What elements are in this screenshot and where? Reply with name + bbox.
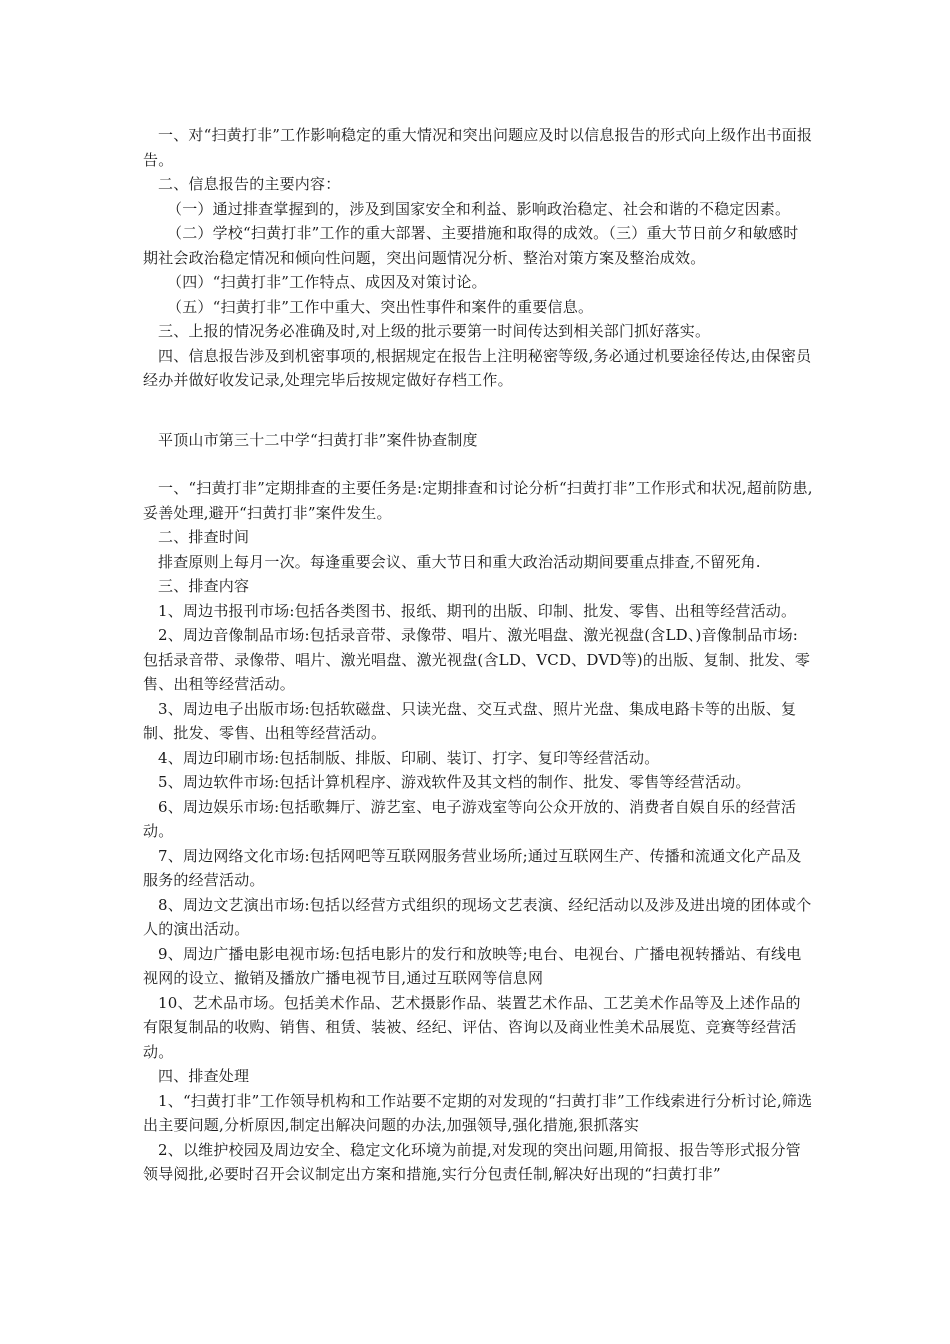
paragraph: 10、艺术品市场。包括美术作品、艺术摄影作品、装置艺术作品、工艺美术作品等及上述作品的有限复制品的收购、销售、租赁、装被、经纪、评估、咨询以及商业性美术品展览、竞赛等经营活动。 xyxy=(143,993,801,1061)
paragraph: 1、周边书报刊市场:包括各类图书、报纸、期刊的出版、印制、批发、零售、出租等经营活动。 xyxy=(158,601,797,620)
paragraph: 一、对“扫黄打非”工作影响稳定的重大情况和突出问题应及时以信息报告的形式向上级作出书面报告。 xyxy=(143,126,813,169)
paragraph: 3、周边电子出版市场:包括软磁盘、只读光盘、交互式盘、照片光盘、集成电路卡等的出版、复制、批发、零售、出租等经营活动。 xyxy=(143,699,797,742)
paragraph: 排查原则上每月一次。每逢重要会议、重大节日和重大政治活动期间要重点排查,不留死角. xyxy=(158,552,761,571)
paragraph: （一）通过排查掌握到的，涉及到国家安全和利益、影响政治稳定、社会和谐的不稳定因素。 xyxy=(167,199,791,218)
paragraph: 四、排查处理 xyxy=(158,1067,250,1085)
paragraph: 4、周边印刷市场:包括制版、排版、印刷、装订、打字、复印等经营活动。 xyxy=(158,748,660,767)
paragraph: 7、周边网络文化市场:包括网吧等互联网服务营业场所;通过互联网生产、传播和流通文化产品及服务的经营活动。 xyxy=(143,846,802,889)
paragraph: 2、以维护校园及周边安全、稳定文化环境为前提,对发现的突出问题,用简报、报告等形式报分管领导阅批,必要时召开会议制定出方案和措施,实行分包责任制,解决好出现的“扫黄打非” xyxy=(143,1140,801,1183)
paragraph: 1、“扫黄打非”工作领导机构和工作站要不定期的对发现的“扫黄打非”工作线索进行分析讨论,筛选出主要问题,分析原因,制定出解决问题的办法,加强领导,强化措施,狠抓落实 xyxy=(143,1091,813,1134)
paragraph: 9、周边广播电影电视市场:包括电影片的发行和放映等;电台、电视台、广播电视转播站、有线电视网的设立、撤销及播放广播电视节目,通过互联网等信息网 xyxy=(143,944,802,987)
paragraph: 三、排查内容 xyxy=(158,577,250,595)
paragraph: 2、周边音像制品市场:包括录音带、录像带、唱片、激光唱盘、激光视盘(含LD、)音像制品市场:包括录音带、录像带、唱片、激光唱盘、激光视盘(含LD、VCD、DVD等)的出版、复制、批发、零售、出租等经营活动。 xyxy=(143,626,811,693)
section-title: 平顶山市第三十二中学“扫黄打非”案件协查制度 xyxy=(158,431,478,449)
info-report-section xyxy=(143,123,813,393)
inspection-section xyxy=(143,476,813,1187)
paragraph: 二、信息报告的主要内容： xyxy=(158,175,341,193)
paragraph: 四、信息报告涉及到机密事项的,根据规定在报告上注明秘密等级,务必通过机要途径传达,由保密员经办并做好收发记录,处理完毕后按规定做好存档工作。 xyxy=(143,346,812,389)
paragraph: 8、周边文艺演出市场:包括以经营方式组织的现场文艺表演、经纪活动以及涉及进出境的团体或个人的演出活动。 xyxy=(143,895,812,938)
section-title-block xyxy=(143,428,813,453)
paragraph: 6、周边娱乐市场:包括歌舞厅、游艺室、电子游戏室等向公众开放的、消费者自娱自乐的经营活动。 xyxy=(143,797,797,840)
paragraph: 二、排查时间 xyxy=(158,528,250,546)
paragraph: （四）“扫黄打非”工作特点、成因及对策讨论。 xyxy=(167,273,487,291)
paragraph: 三、上报的情况务必准确及时,对上级的批示要第一时间传达到相关部门抓好落实。 xyxy=(158,322,711,340)
paragraph: 一、“扫黄打非”定期排查的主要任务是:定期排查和讨论分析“扫黄打非”工作形式和状况,超前防患,妥善处理,避开“扫黄打非”案件发生。 xyxy=(143,479,813,522)
paragraph: 5、周边软件市场:包括计算机程序、游戏软件及其文档的制作、批发、零售等经营活动。 xyxy=(158,773,751,791)
paragraph: （五）“扫黄打非”工作中重大、突出性事件和案件的重要信息。 xyxy=(167,297,594,316)
paragraph: （二）学校“扫黄打非”工作的重大部署、主要措施和取得的成效。（三）重大节日前夕和敏感时期社会政治稳定情况和倾向性问题，突出问题情况分析、整治对策方案及整治成效。 xyxy=(143,224,799,267)
